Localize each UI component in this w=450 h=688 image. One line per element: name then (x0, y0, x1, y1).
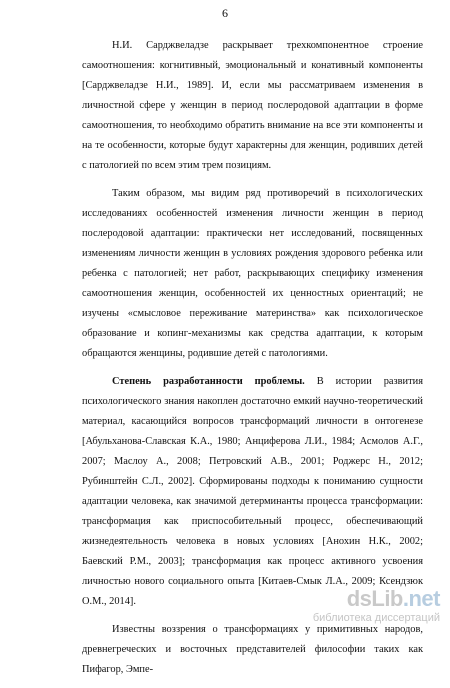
paragraph-3-text: В истории развития психологического знания накоплен достаточно емкий научно-теоретический материал, касающийся вопросов трансформаций личности в онтогенезе [Абульханова-Славская К.А., 1980; Анциферова Л.И., 1984; Асмолов А.Г., 2007; Маслоу А., 2008; Петровский А.В., 2001; Роджерс Н., 2012; Рубинштейн С.Л., 2002]. Сформированы подходы к пониманию сущности адаптации человека, как значимой детерминанты процесса трансформации: трансформация как приспособительный процесс, обеспечивающий жизнедеятельность человека в новых условиях [Анохин Н.К., 2002; Баевский Р.М., 2003]; трансформация как процесс активного усвоения личностью нового социального опыта [Китаев-Смык Л.А., 2009; Ксендзюк О.М., 2014]. (82, 376, 423, 607)
watermark-logo-main: dsLib (346, 586, 403, 611)
watermark-subtitle: библиотека диссертаций (312, 612, 440, 624)
watermark-logo-suffix: .net (402, 586, 440, 611)
watermark (290, 586, 440, 630)
watermark-logo (347, 586, 440, 612)
paragraph-1-text: Н.И. Сарджвеладзе раскрывает трехкомпонентное строение самоотношения: когнитивный, эмоциональный и конативный компоненты [Сарджвеладзе Н.И., 1989]. И, если мы рассматриваем изменения в личностной сфере у женщин в период послеродовой адаптации в форме самоотношения, то необходимо обратить внимание на все эти компоненты и на те особенности, которые будут характерны для женщин, родивших детей с патологией по всем этим трем позициям. (82, 40, 423, 171)
paragraph-2 (82, 184, 423, 364)
paragraph-4-text: Известны воззрения о трансформациях у примитивных народов, древнегреческих и восточных представителей философии таких как Пифагор, Эмпе- (82, 624, 423, 675)
section-heading-inline: Степень разработанности проблемы. (112, 376, 305, 387)
paragraph-3 (82, 372, 423, 612)
page-number: 6 (222, 6, 228, 20)
paragraph-2-text: Таким образом, мы видим ряд противоречий в психологических исследованиях особенностей изменения личности женщин в период послеродовой адаптации: практически нет исследований, посвященных изменениям личности женщин в условиях рождения здорового ребенка или ребенка с патологией; нет работ, раскрывающих специфику изменения самоотношения женщин, особенностей их ценностных ориентаций; не изучены «смысловое переживание материнства» как психологическое образование и копинг-механизмы как средства адаптации, к которым обращаются женщины, родившие детей с патологиями. (82, 188, 423, 359)
paragraph-1 (82, 36, 423, 176)
